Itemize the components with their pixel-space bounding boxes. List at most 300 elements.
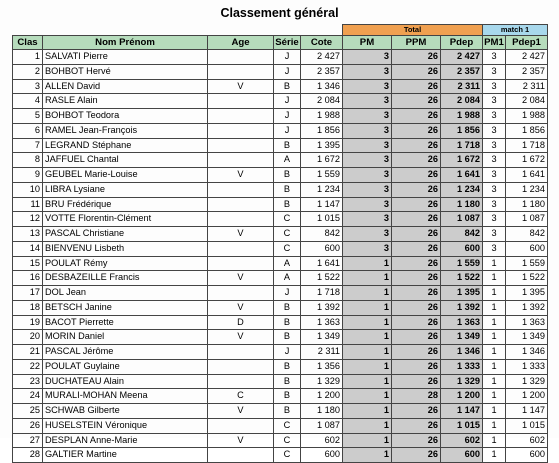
cell-ppm: 26 <box>392 315 441 330</box>
cell-serie: A <box>274 271 301 286</box>
cell-pm1: 1 <box>483 374 506 389</box>
cell-nom: GEUBEL Marie-Louise <box>43 168 208 183</box>
cell-ppm: 26 <box>392 94 441 109</box>
page-title: Classement général <box>220 6 339 20</box>
table-row <box>13 138 548 153</box>
table-row <box>13 227 548 242</box>
cell-nom: DOL Jean <box>43 286 208 301</box>
cell-pdep: 1 392 <box>441 300 483 315</box>
cell-pdep1: 600 <box>506 448 548 463</box>
cell-serie: J <box>274 286 301 301</box>
cell-age <box>208 359 274 374</box>
cell-pm: 3 <box>343 197 392 212</box>
cell-cote: 1 522 <box>301 271 343 286</box>
cell-pdep: 1 718 <box>441 138 483 153</box>
cell-cote: 1 200 <box>301 389 343 404</box>
cell-pm1: 1 <box>483 271 506 286</box>
cell-pdep1: 1 395 <box>506 286 548 301</box>
table-row <box>13 404 548 419</box>
cell-nom: BOHBOT Hervé <box>43 64 208 79</box>
cell-serie: B <box>274 359 301 374</box>
cell-pm1: 1 <box>483 359 506 374</box>
cell-age: V <box>208 168 274 183</box>
cell-pm1: 3 <box>483 109 506 124</box>
cell-ppm: 26 <box>392 418 441 433</box>
cell-ppm: 26 <box>392 241 441 256</box>
cell-nom: BETSCH Janine <box>43 300 208 315</box>
table-row <box>13 374 548 389</box>
cell-pm: 1 <box>343 433 392 448</box>
cell-pm1: 1 <box>483 345 506 360</box>
cell-pdep1: 1 087 <box>506 212 548 227</box>
cell-pm: 1 <box>343 418 392 433</box>
cell-pm1: 3 <box>483 94 506 109</box>
cell-age: V <box>208 227 274 242</box>
cell-clas: 13 <box>13 227 43 242</box>
cell-clas: 18 <box>13 300 43 315</box>
cell-cote: 1 234 <box>301 182 343 197</box>
cell-ppm: 26 <box>392 433 441 448</box>
group-spacer <box>13 25 343 36</box>
cell-pdep: 1 234 <box>441 182 483 197</box>
col-header-ppm: PPM <box>392 36 441 50</box>
cell-nom: SALVATI Pierre <box>43 50 208 65</box>
cell-cote: 600 <box>301 448 343 463</box>
cell-cote: 2 311 <box>301 345 343 360</box>
cell-pdep1: 2 357 <box>506 64 548 79</box>
cell-pm1: 3 <box>483 138 506 153</box>
cell-cote: 602 <box>301 433 343 448</box>
cell-nom: PASCAL Christiane <box>43 227 208 242</box>
cell-ppm: 26 <box>392 168 441 183</box>
cell-serie: C <box>274 212 301 227</box>
table-row <box>13 389 548 404</box>
cell-serie: C <box>274 448 301 463</box>
cell-clas: 20 <box>13 330 43 345</box>
cell-serie: J <box>274 109 301 124</box>
table-row <box>13 256 548 271</box>
cell-pm1: 3 <box>483 212 506 227</box>
cell-pdep: 1 180 <box>441 197 483 212</box>
cell-pdep: 1 087 <box>441 212 483 227</box>
table-row <box>13 315 548 330</box>
col-header-pm1: PM1 <box>484 37 504 48</box>
col-header-nom: Nom Prénom <box>43 36 208 50</box>
cell-ppm: 26 <box>392 256 441 271</box>
cell-pdep: 1 329 <box>441 374 483 389</box>
cell-age <box>208 153 274 168</box>
cell-nom: SCHWAB Gilberte <box>43 404 208 419</box>
cell-ppm: 26 <box>392 197 441 212</box>
cell-pdep1: 1 200 <box>506 389 548 404</box>
col-header-age: Age <box>208 36 274 50</box>
cell-pdep1: 842 <box>506 227 548 242</box>
cell-cote: 1 349 <box>301 330 343 345</box>
cell-pm1: 3 <box>483 153 506 168</box>
group-total-header: Total <box>343 25 483 36</box>
cell-clas: 6 <box>13 123 43 138</box>
cell-ppm: 26 <box>392 300 441 315</box>
cell-pdep1: 1 349 <box>506 330 548 345</box>
cell-pm: 3 <box>343 123 392 138</box>
cell-pm: 3 <box>343 94 392 109</box>
table-row <box>13 153 548 168</box>
cell-clas: 14 <box>13 241 43 256</box>
table-row <box>13 182 548 197</box>
cell-age: V <box>208 79 274 94</box>
cell-pdep: 842 <box>441 227 483 242</box>
cell-pm: 1 <box>343 271 392 286</box>
col-header-pdep1: Pdep1 <box>506 36 548 50</box>
cell-serie: J <box>274 94 301 109</box>
cell-pm1: 3 <box>483 197 506 212</box>
cell-pm: 1 <box>343 345 392 360</box>
cell-age <box>208 286 274 301</box>
cell-nom: JAFFUEL Chantal <box>43 153 208 168</box>
cell-pm: 3 <box>343 227 392 242</box>
cell-nom: LIBRA Lysiane <box>43 182 208 197</box>
cell-pm1: 3 <box>483 64 506 79</box>
cell-clas: 5 <box>13 109 43 124</box>
table-row <box>13 433 548 448</box>
cell-nom: BRU Frédérique <box>43 197 208 212</box>
cell-pm: 1 <box>343 404 392 419</box>
cell-ppm: 26 <box>392 109 441 124</box>
cell-serie: C <box>274 227 301 242</box>
cell-pdep: 1 988 <box>441 109 483 124</box>
cell-pdep1: 1 856 <box>506 123 548 138</box>
cell-ppm: 26 <box>392 64 441 79</box>
cell-clas: 22 <box>13 359 43 374</box>
cell-pdep1: 2 084 <box>506 94 548 109</box>
cell-pdep: 1 015 <box>441 418 483 433</box>
cell-pdep1: 2 311 <box>506 79 548 94</box>
cell-cote: 1 147 <box>301 197 343 212</box>
col-header-pdep: Pdep <box>441 36 483 50</box>
cell-nom: LEGRAND Stéphane <box>43 138 208 153</box>
cell-serie: B <box>274 404 301 419</box>
cell-pm1: 3 <box>483 79 506 94</box>
cell-pm: 1 <box>343 300 392 315</box>
cell-nom: DESBAZEILLE Francis <box>43 271 208 286</box>
cell-ppm: 26 <box>392 182 441 197</box>
cell-cote: 1 180 <box>301 404 343 419</box>
cell-nom: BOHBOT Teodora <box>43 109 208 124</box>
cell-clas: 2 <box>13 64 43 79</box>
ranking-table <box>12 24 548 463</box>
cell-serie: B <box>274 330 301 345</box>
cell-pdep: 600 <box>441 448 483 463</box>
cell-nom: BACOT Pierrette <box>43 315 208 330</box>
cell-clas: 8 <box>13 153 43 168</box>
cell-cote: 1 346 <box>301 79 343 94</box>
cell-pdep1: 1 015 <box>506 418 548 433</box>
cell-pm1: 1 <box>483 404 506 419</box>
cell-cote: 1 395 <box>301 138 343 153</box>
table-row <box>13 359 548 374</box>
cell-ppm: 26 <box>392 404 441 419</box>
cell-serie: B <box>274 168 301 183</box>
cell-age: D <box>208 315 274 330</box>
cell-age <box>208 345 274 360</box>
cell-pdep1: 1 522 <box>506 271 548 286</box>
table-row <box>13 330 548 345</box>
cell-nom: PASCAL Jérôme <box>43 345 208 360</box>
table-row <box>13 241 548 256</box>
cell-clas: 17 <box>13 286 43 301</box>
cell-age: V <box>208 433 274 448</box>
cell-serie: A <box>274 256 301 271</box>
cell-ppm: 26 <box>392 359 441 374</box>
cell-pdep1: 1 346 <box>506 345 548 360</box>
table-row <box>13 64 548 79</box>
cell-nom: RASLE Alain <box>43 94 208 109</box>
cell-pdep1: 1 147 <box>506 404 548 419</box>
cell-pm: 1 <box>343 315 392 330</box>
cell-nom: POULAT Guylaine <box>43 359 208 374</box>
cell-pm: 3 <box>343 109 392 124</box>
cell-pm: 1 <box>343 389 392 404</box>
cell-cote: 2 427 <box>301 50 343 65</box>
cell-pm1: 3 <box>483 168 506 183</box>
table-row <box>13 286 548 301</box>
cell-clas: 9 <box>13 168 43 183</box>
cell-pm: 1 <box>343 359 392 374</box>
cell-age <box>208 94 274 109</box>
cell-pdep1: 1 641 <box>506 168 548 183</box>
cell-pdep1: 2 427 <box>506 50 548 65</box>
cell-pm1: 1 <box>483 286 506 301</box>
cell-ppm: 26 <box>392 123 441 138</box>
cell-age: V <box>208 271 274 286</box>
cell-cote: 1 015 <box>301 212 343 227</box>
cell-pm1: 1 <box>483 330 506 345</box>
cell-age <box>208 212 274 227</box>
cell-pdep: 1 363 <box>441 315 483 330</box>
cell-pm: 3 <box>343 64 392 79</box>
cell-serie: B <box>274 79 301 94</box>
table-row <box>13 345 548 360</box>
cell-pdep1: 600 <box>506 241 548 256</box>
cell-serie: J <box>274 345 301 360</box>
col-header-serie: Série <box>275 37 299 48</box>
cell-clas: 7 <box>13 138 43 153</box>
cell-pm: 1 <box>343 330 392 345</box>
cell-cote: 1 363 <box>301 315 343 330</box>
table-row <box>13 212 548 227</box>
cell-pdep1: 1 718 <box>506 138 548 153</box>
cell-serie: C <box>274 418 301 433</box>
cell-ppm: 26 <box>392 345 441 360</box>
cell-serie: J <box>274 64 301 79</box>
cell-nom: GALTIER Martine <box>43 448 208 463</box>
cell-clas: 15 <box>13 256 43 271</box>
cell-pdep: 2 427 <box>441 50 483 65</box>
cell-pm: 3 <box>343 241 392 256</box>
cell-pm1: 1 <box>483 389 506 404</box>
cell-pm: 1 <box>343 256 392 271</box>
cell-pm: 1 <box>343 448 392 463</box>
cell-age <box>208 123 274 138</box>
table-row <box>13 271 548 286</box>
cell-pm: 1 <box>343 374 392 389</box>
cell-clas: 28 <box>13 448 43 463</box>
cell-age: V <box>208 404 274 419</box>
cell-pdep1: 1 988 <box>506 109 548 124</box>
cell-age <box>208 256 274 271</box>
cell-pm1: 1 <box>483 418 506 433</box>
cell-pm1: 1 <box>483 448 506 463</box>
col-header-cote: Cote <box>301 36 343 50</box>
cell-clas: 3 <box>13 79 43 94</box>
cell-ppm: 26 <box>392 271 441 286</box>
cell-cote: 1 988 <box>301 109 343 124</box>
cell-cote: 1 856 <box>301 123 343 138</box>
cell-cote: 2 357 <box>301 64 343 79</box>
cell-serie: C <box>274 241 301 256</box>
cell-cote: 1 356 <box>301 359 343 374</box>
cell-age <box>208 109 274 124</box>
cell-pm: 3 <box>343 79 392 94</box>
cell-nom: BIENVENU Lisbeth <box>43 241 208 256</box>
cell-serie: B <box>274 197 301 212</box>
cell-nom: VOTTE Florentin-Clément <box>43 212 208 227</box>
cell-pdep1: 1 363 <box>506 315 548 330</box>
cell-pdep: 2 357 <box>441 64 483 79</box>
cell-pm: 3 <box>343 50 392 65</box>
cell-pdep1: 1 234 <box>506 182 548 197</box>
cell-age <box>208 50 274 65</box>
cell-ppm: 26 <box>392 448 441 463</box>
cell-cote: 1 718 <box>301 286 343 301</box>
cell-pdep: 602 <box>441 433 483 448</box>
cell-clas: 4 <box>13 94 43 109</box>
cell-pdep: 2 311 <box>441 79 483 94</box>
cell-pdep1: 602 <box>506 433 548 448</box>
cell-clas: 10 <box>13 182 43 197</box>
cell-cote: 1 559 <box>301 168 343 183</box>
cell-nom: ALLEN David <box>43 79 208 94</box>
cell-pm1: 1 <box>483 315 506 330</box>
cell-serie: B <box>274 182 301 197</box>
cell-serie: B <box>274 138 301 153</box>
cell-cote: 1 087 <box>301 418 343 433</box>
cell-cote: 2 084 <box>301 94 343 109</box>
cell-pdep: 1 856 <box>441 123 483 138</box>
cell-pdep: 2 084 <box>441 94 483 109</box>
cell-pdep: 1 147 <box>441 404 483 419</box>
cell-ppm: 26 <box>392 50 441 65</box>
cell-pm: 3 <box>343 212 392 227</box>
cell-nom: HUSELSTEIN Véronique <box>43 418 208 433</box>
cell-nom: POULAT Rémy <box>43 256 208 271</box>
cell-pdep: 1 346 <box>441 345 483 360</box>
cell-cote: 600 <box>301 241 343 256</box>
cell-pm1: 3 <box>483 227 506 242</box>
cell-clas: 24 <box>13 389 43 404</box>
cell-ppm: 26 <box>392 79 441 94</box>
cell-cote: 842 <box>301 227 343 242</box>
cell-pm: 3 <box>343 138 392 153</box>
cell-pm1: 3 <box>483 182 506 197</box>
cell-clas: 27 <box>13 433 43 448</box>
column-header-row <box>13 36 548 50</box>
cell-cote: 1 641 <box>301 256 343 271</box>
cell-serie: J <box>274 50 301 65</box>
table-row <box>13 109 548 124</box>
cell-cote: 1 329 <box>301 374 343 389</box>
cell-age <box>208 241 274 256</box>
cell-pdep: 1 522 <box>441 271 483 286</box>
table-row <box>13 50 548 65</box>
cell-pm1: 1 <box>483 256 506 271</box>
cell-ppm: 26 <box>392 286 441 301</box>
cell-clas: 19 <box>13 315 43 330</box>
cell-ppm: 26 <box>392 153 441 168</box>
cell-clas: 25 <box>13 404 43 419</box>
cell-ppm: 26 <box>392 227 441 242</box>
col-header-pm: PM <box>343 36 392 50</box>
cell-ppm: 28 <box>392 389 441 404</box>
cell-pm: 1 <box>343 286 392 301</box>
table-row <box>13 123 548 138</box>
table-row <box>13 300 548 315</box>
table-row <box>13 448 548 463</box>
table-body <box>13 50 548 463</box>
cell-pm1: 3 <box>483 241 506 256</box>
cell-serie: B <box>274 315 301 330</box>
table-row <box>13 168 548 183</box>
cell-pm1: 1 <box>483 433 506 448</box>
cell-pdep: 1 395 <box>441 286 483 301</box>
cell-nom: MORIN Daniel <box>43 330 208 345</box>
cell-clas: 21 <box>13 345 43 360</box>
cell-pm: 3 <box>343 153 392 168</box>
cell-pm1: 1 <box>483 300 506 315</box>
cell-age: V <box>208 330 274 345</box>
cell-age: C <box>208 389 274 404</box>
cell-serie: B <box>274 300 301 315</box>
cell-pdep: 1 349 <box>441 330 483 345</box>
cell-pdep: 1 559 <box>441 256 483 271</box>
cell-pdep: 1 641 <box>441 168 483 183</box>
cell-clas: 11 <box>13 197 43 212</box>
cell-serie: J <box>274 123 301 138</box>
table-row <box>13 79 548 94</box>
cell-age <box>208 418 274 433</box>
cell-pm1: 3 <box>483 123 506 138</box>
table-row <box>13 418 548 433</box>
cell-pdep1: 1 333 <box>506 359 548 374</box>
cell-pdep1: 1 672 <box>506 153 548 168</box>
cell-pdep1: 1 392 <box>506 300 548 315</box>
cell-age <box>208 182 274 197</box>
cell-pdep: 1 200 <box>441 389 483 404</box>
col-header-clas: Clas <box>13 36 43 50</box>
cell-clas: 16 <box>13 271 43 286</box>
cell-ppm: 26 <box>392 374 441 389</box>
cell-nom: RAMEL Jean-François <box>43 123 208 138</box>
cell-pdep1: 1 329 <box>506 374 548 389</box>
cell-pdep1: 1 559 <box>506 256 548 271</box>
cell-serie: C <box>274 433 301 448</box>
cell-serie: B <box>274 389 301 404</box>
cell-age <box>208 138 274 153</box>
group-match-header: match 1 <box>483 25 548 36</box>
group-header-row <box>13 25 548 36</box>
table-row <box>13 94 548 109</box>
cell-pdep: 1 333 <box>441 359 483 374</box>
